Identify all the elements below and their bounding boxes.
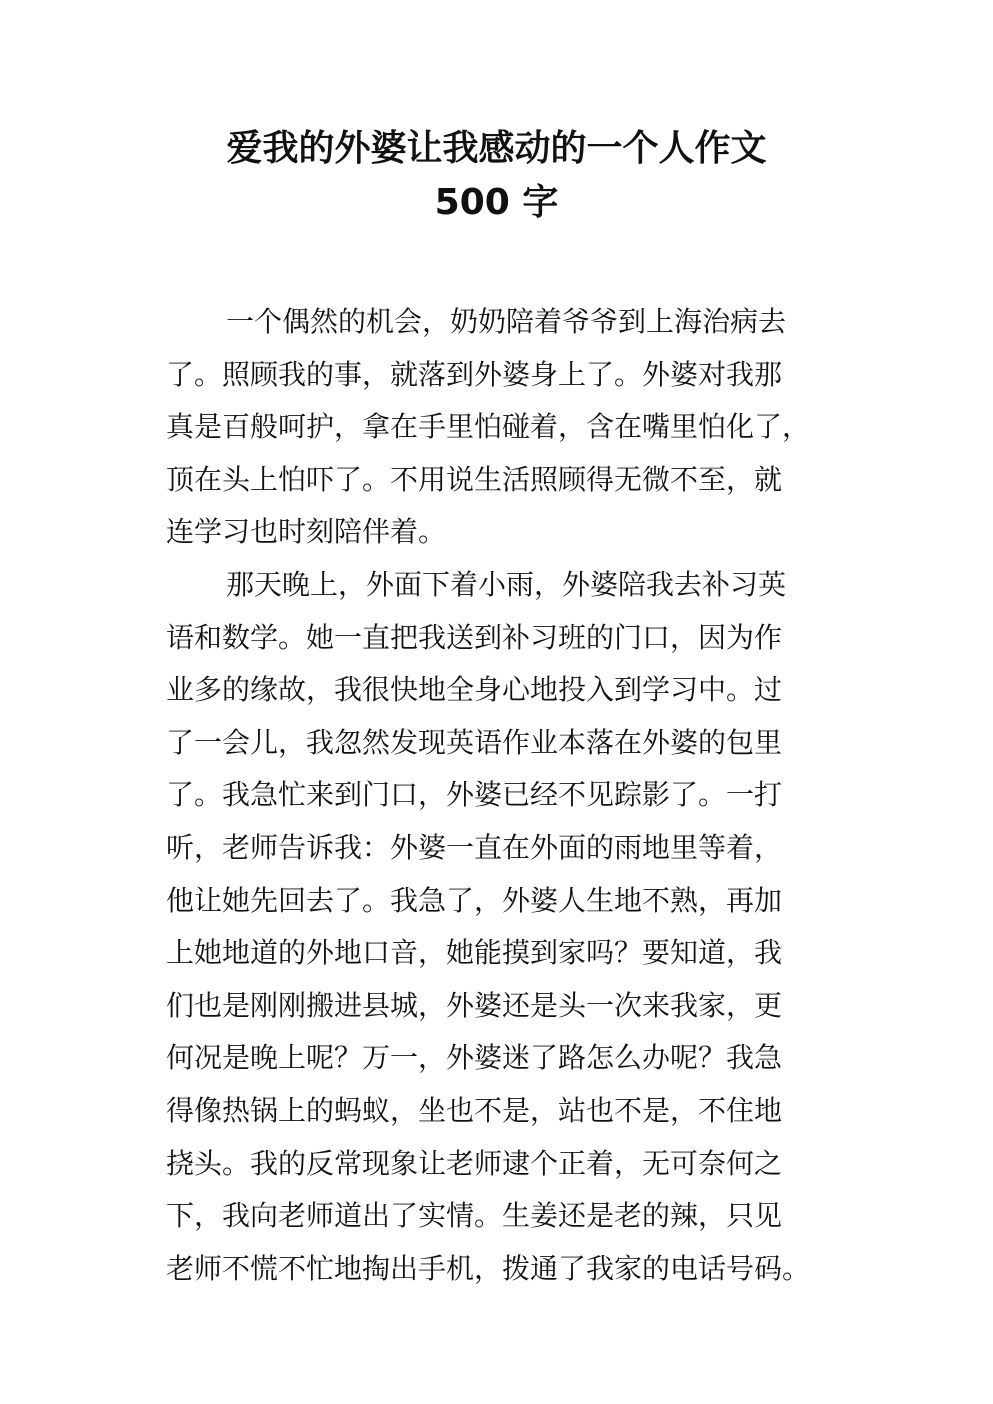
paragraph-line: 老师不慌不忙地掏出手机，拨通了我家的电话号码。: [166, 1251, 811, 1285]
paragraph-line: 得像热锅上的蚂蚁，坐也不是，站也不是，不住地: [166, 1093, 783, 1127]
paragraph-line: 们也是刚刚搬进县城，外婆还是头一次来我家，更: [166, 988, 783, 1022]
paragraph-line: 了。照顾我的事，就落到外婆身上了。外婆对我那: [166, 357, 783, 391]
document-body: [166, 296, 846, 1295]
paragraph-line: 何况是晚上呢？万一，外婆迷了路怎么办呢？我急: [166, 1041, 783, 1075]
paragraph-line: 了一会儿，我忽然发现英语作业本落在外婆的包里: [166, 725, 783, 759]
document-title: [120, 122, 873, 230]
paragraph-line: 上她地道的外地口音，她能摸到家吗？要知道，我: [166, 936, 783, 970]
paragraph-line: 连学习也时刻陪伴着。: [166, 515, 447, 549]
paragraph-line: 真是百般呵护，拿在手里怕碰着，含在嘴里怕化了，: [166, 410, 811, 444]
paragraph-line: 了。我急忙来到门口，外婆已经不见踪影了。一打: [166, 778, 783, 812]
paragraph-line: 听，老师告诉我：外婆一直在外面的雨地里等着，: [166, 830, 783, 864]
paragraph-line: 顶在头上怕吓了。不用说生活照顾得无微不至，就: [166, 462, 783, 496]
paragraph-line: 挠头。我的反常现象让老师逮个正着，无可奈何之: [166, 1146, 783, 1180]
paragraph-line: 那天晚上，外面下着小雨，外婆陪我去补习英: [226, 567, 787, 601]
title-line-1: 爱我的外婆让我感动的一个人作文: [226, 128, 767, 169]
paragraph-line: 业多的缘故，我很快地全身心地投入到学习中。过: [166, 673, 783, 707]
paragraph-1: [166, 296, 846, 559]
paragraph-line: 语和数学。她一直把我送到补习班的门口，因为作: [166, 620, 783, 654]
paragraph-line: 他让她先回去了。我急了，外婆人生地不熟，再加: [166, 883, 783, 917]
title-line-2: 500 字: [434, 182, 559, 223]
paragraph-line: 下，我向老师道出了实情。生姜还是老的辣，只见: [166, 1199, 783, 1233]
paragraph-line: 一个偶然的机会，奶奶陪着爷爷到上海治病去: [226, 305, 787, 338]
paragraph-2: [166, 559, 846, 1295]
